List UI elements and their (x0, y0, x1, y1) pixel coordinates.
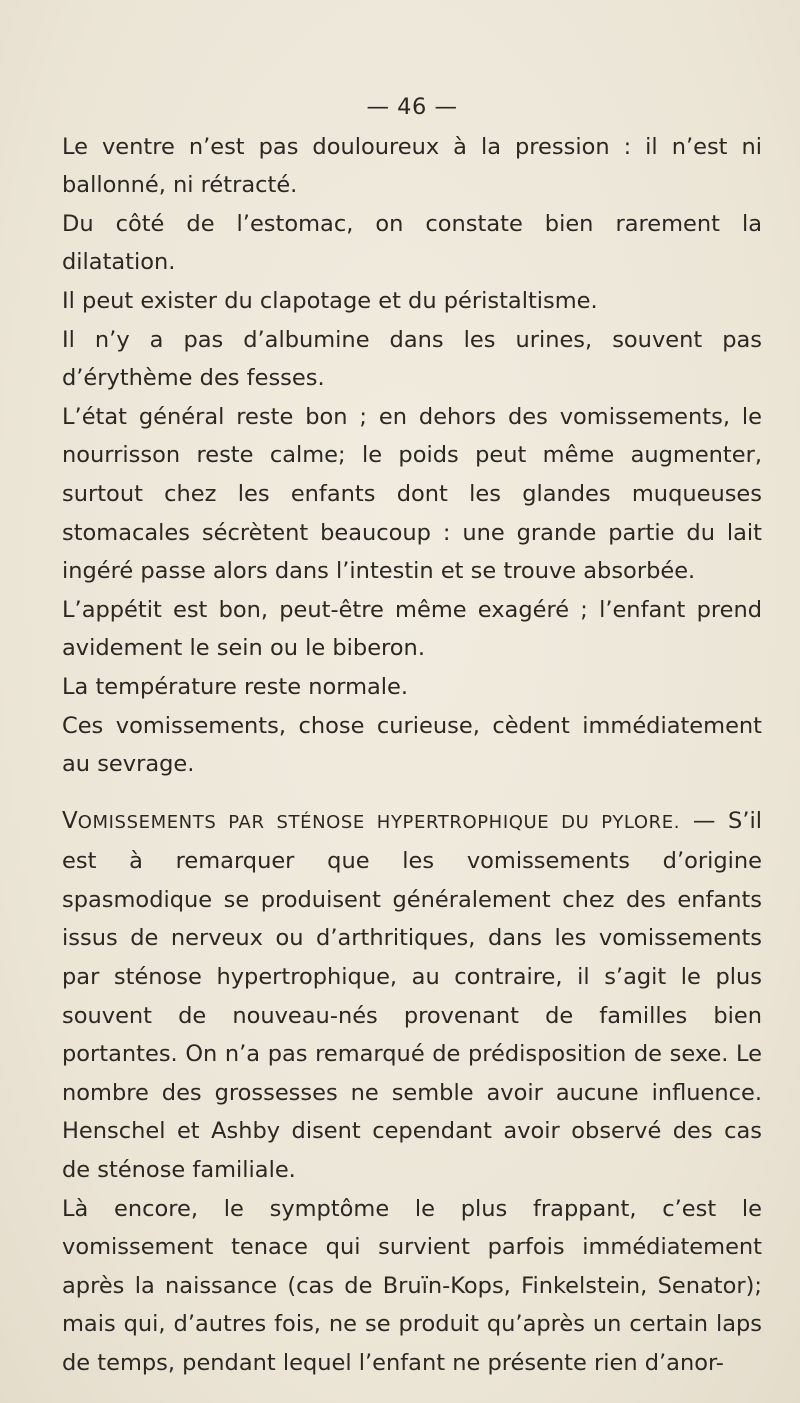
paragraph-albumin: Il n’y a pas d’albumine dans les urines, souvent pas d’érythème des fesses. (62, 326, 762, 392)
section-body: — S’il est à remarquer que les vomissements d’origine spasmodique se produisent généralement chez des enfants issus de nerveux ou d’arthritiques, dans les vomissements par sténose hypertrophique, au contraire, il s’agit le plus souvent de nouveau-nés provenant de familles bien portantes. On n’a pas remarqué de prédisposition de sexe. Le nombre des grossesses ne semble avoir aucune influence. Henschel et Ashby disent cependant avoir observé des cas de sténose familiale. (62, 807, 762, 1184)
paragraph-symptom: Là encore, le symptôme le plus frappant, c’est le vomissement tenace qui survient parfois immédiatement après la naissance (cas de Bruïn-Kops, Finkelstein, Senator); mais qui, d’autres fois, ne se produit qu’après un certain laps de temps, pendant lequel l’enfant ne présente rien d’anor- (62, 1195, 762, 1376)
paragraph-temperature: La température reste normale. (62, 673, 409, 700)
paragraph-abdomen: Le ventre n’est pas douloureux à la pression : il n’est ni ballonné, ni rétracté. (62, 133, 762, 199)
page-number: — 46 — (366, 94, 458, 120)
section-heading-initial: V (62, 807, 78, 834)
section-heading: OMISSEMENTS PAR STÉNOSE HYPERTROPHIQUE DU PYLORE. (77, 811, 681, 833)
paragraph-appetite: L’appétit est bon, peut-être même exagéré ; l’enfant prend avidement le sein ou le biberon. (62, 596, 762, 662)
paragraph-weaning: Ces vomissements, chose curieuse, cèdent immédiatement au sevrage. (62, 712, 762, 778)
paragraph-stomach: Du côté de l’estomac, on constate bien rarement la dilatation. (62, 210, 762, 276)
paragraph-general-state: L’état général reste bon ; en dehors des vomissements, le nourrisson reste calme; le poids peut même augmenter, surtout chez les enfants dont les glandes muqueuses stomacales sécrètent beaucoup : une grande partie du lait ingéré passe alors dans l’intestin et se trouve absorbée. (62, 403, 762, 585)
paragraph-peristalsis: Il peut exister du clapotage et du péristaltisme. (62, 287, 598, 314)
page-text (62, 88, 762, 1383)
section-pyloric-stenosis (62, 802, 762, 1190)
